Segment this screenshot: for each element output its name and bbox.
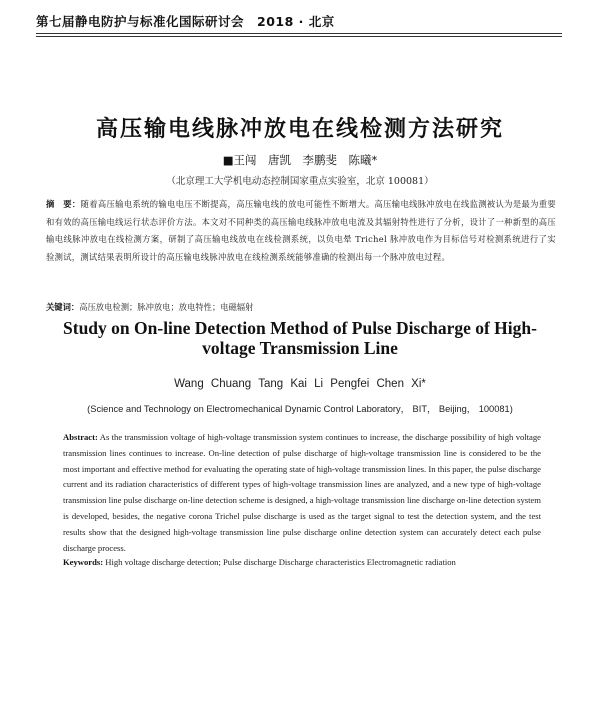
english-title: Study on On-line Detection Method of Pulse Discharge of High-voltage Transmission Line: [63, 318, 537, 358]
english-keywords-label: Keywords:: [63, 557, 104, 567]
chinese-abstract-label: 摘 要：: [46, 199, 81, 209]
chinese-keywords-text: 高压放电检测；脉冲放电；放电特性；电磁辐射: [79, 302, 254, 312]
english-affiliation: (Science and Technology on Electromechanical Dynamic Control Laboratory， BIT， Beijing， 100081): [87, 404, 513, 414]
chinese-keywords-label: 关键词：: [46, 302, 80, 312]
english-abstract-text: As the transmission voltage of high-voltage transmission system continues to increase, the discharge possibility of high voltage transmission lines continues to increase. On-line detection of pulse discharge of high-voltage transmission line is considered to be the most important and effective method for evaluating the operating state of high-voltage transmission lines. In this paper, the pulse discharge current and its radiation characteristics of different types of high-voltage transmission lines are analyzed, and a new type of high-voltage transmission line pulse discharge on-line detection scheme is designed, a high-voltage transmission line discharge on-line detection system is developed, besides, the negative corona Trichel pulse discharge is used as the target signal to test the detection system, and the test results show that the designed high-voltage transmission line pulse discharge online detection system can accurately detect each pulse discharge process.: [63, 432, 541, 553]
english-abstract-label: Abstract:: [63, 432, 98, 442]
english-keywords-text: High voltage discharge detection; Pulse discharge Discharge characteristics Electromagnetic radiation: [105, 557, 456, 567]
header-rule-bottom: [36, 36, 562, 37]
english-abstract: [63, 430, 541, 556]
chinese-authors: ■王闯 唐凯 李鹏斐 陈曦*: [222, 153, 378, 167]
chinese-abstract: [46, 196, 556, 266]
conference-header: 第七届静电防护与标准化国际研讨会 2018 · 北京: [36, 14, 335, 29]
chinese-title: 高压输电线脉冲放电在线检测方法研究: [95, 116, 504, 142]
english-authors: Wang Chuang Tang Kai Li Pengfei Chen Xi*: [174, 378, 426, 390]
chinese-affiliation: （北京理工大学机电动态控制国家重点实验室，北京 100081）: [166, 176, 434, 187]
header-rule-top: [36, 33, 562, 34]
english-keywords: [63, 557, 541, 567]
chinese-keywords: [46, 301, 556, 313]
chinese-abstract-text: 随着高压输电系统的输电电压不断提高，高压输电线的放电可能性不断增大。高压输电线脉冲放电在线监测被认为是最为重要和有效的高压输电线运行状态评价方法。本文对不同种类的高压输电线脉冲放电电流及其辐射特性进行了分析，设计了一种新型的高压输电线脉冲放电在线检测方案，研制了高压输电线放电在线检测系统，以负电晕 Trichel 脉冲放电作为目标信号对检测系统进行了实验测试，测试结果表明所设计的高压输电线脉冲放电在线检测系统能够准确的检测出每一个脉冲放电过程。: [46, 199, 557, 262]
